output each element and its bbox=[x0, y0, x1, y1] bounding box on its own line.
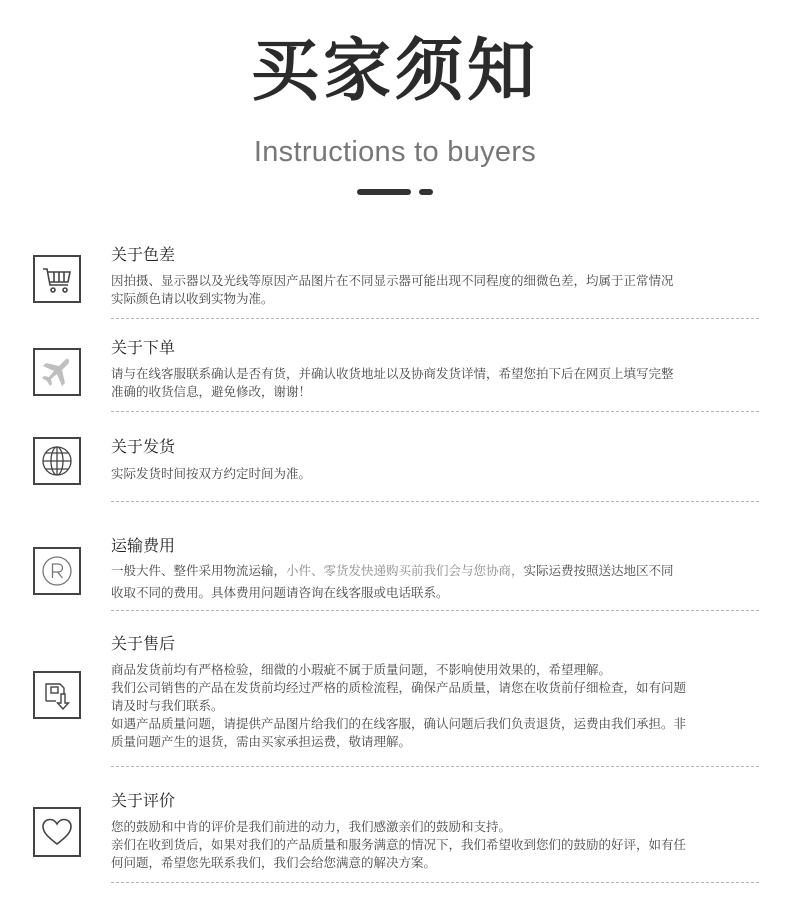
section-body bbox=[111, 818, 756, 872]
section-divider bbox=[111, 766, 759, 767]
body-line: 收取不同的费用。具体费用问题请咨询在线客服或电话联系。 bbox=[111, 585, 449, 600]
body-line: 何问题，希望您先联系我们，我们会给您满意的解决方案。 bbox=[111, 855, 437, 870]
section-title: 关于售后 bbox=[111, 634, 176, 653]
shopping-cart-icon bbox=[33, 255, 81, 303]
section-title: 关于下单 bbox=[111, 338, 176, 357]
section-divider bbox=[111, 501, 759, 502]
heart-icon bbox=[33, 807, 81, 857]
title-decoration-long bbox=[357, 189, 411, 195]
body-line: 商品发货前均有严格检验，细微的小瑕疵不属于质量问题，不影响使用效果的，希望理解。 bbox=[111, 662, 612, 677]
body-line: 请与在线客服联系确认是否有货，并确认收货地址以及协商发货详情，希望您拍下后在网页上填写完整 bbox=[111, 366, 674, 381]
body-line: 您的鼓励和中肯的评价是我们前进的动力，我们感激亲们的鼓励和支持。 bbox=[111, 819, 512, 834]
body-line: 质量问题产生的退货，需由买家承担运费，敬请理解。 bbox=[111, 734, 412, 749]
section-body bbox=[111, 560, 756, 604]
section-divider bbox=[111, 411, 759, 412]
body-text: 实际运费按照送达地区不同 bbox=[523, 563, 674, 578]
body-text: 一般大件、整件采用物流运输， bbox=[111, 563, 287, 578]
section-title: 关于评价 bbox=[111, 791, 176, 810]
body-line: 准确的收货信息，避免修改，谢谢！ bbox=[111, 384, 312, 399]
section-divider bbox=[111, 882, 759, 883]
download-box-icon bbox=[33, 671, 81, 719]
section-body bbox=[111, 465, 756, 483]
globe-icon bbox=[33, 437, 81, 485]
body-line: 请及时与我们联系。 bbox=[111, 698, 224, 713]
airplane-icon bbox=[33, 348, 81, 396]
registered-icon bbox=[33, 547, 81, 595]
body-line: 因拍摄、显示器以及光线等原因产品图片在不同显示器可能出现不同程度的细微色差，均属于正常情况 bbox=[111, 273, 674, 288]
body-text-grey: 小件、零货发快递购买前我们会与您协商， bbox=[286, 563, 524, 578]
section-body bbox=[111, 365, 756, 401]
section-body bbox=[111, 661, 756, 751]
page-title: 买家须知 bbox=[250, 32, 539, 111]
body-line: 亲们在收到货后，如果对我们的产品质量和服务满意的情况下，我们希望收到您们的鼓励的好评，如有任 bbox=[111, 837, 687, 852]
body-line bbox=[111, 560, 756, 582]
section-title: 关于色差 bbox=[111, 245, 176, 264]
body-line: 实际颜色请以收到实物为准。 bbox=[111, 291, 274, 306]
section-divider bbox=[111, 610, 759, 611]
page-subtitle: Instructions to buyers bbox=[253, 136, 537, 168]
section-title: 运输费用 bbox=[111, 536, 176, 555]
section-title: 关于发货 bbox=[111, 437, 176, 456]
section-divider bbox=[111, 318, 759, 319]
title-decoration-short bbox=[419, 189, 433, 195]
body-line: 我们公司销售的产品在发货前均经过严格的质检流程，确保产品质量，请您在收货前仔细检查，如有问题 bbox=[111, 680, 687, 695]
body-line: 实际发货时间按双方约定时间为准。 bbox=[111, 466, 312, 481]
section-body bbox=[111, 272, 756, 308]
body-line: 如遇产品质量问题，请提供产品图片给我们的在线客服，确认问题后我们负责退货，运费由我们承担。非 bbox=[111, 716, 687, 731]
